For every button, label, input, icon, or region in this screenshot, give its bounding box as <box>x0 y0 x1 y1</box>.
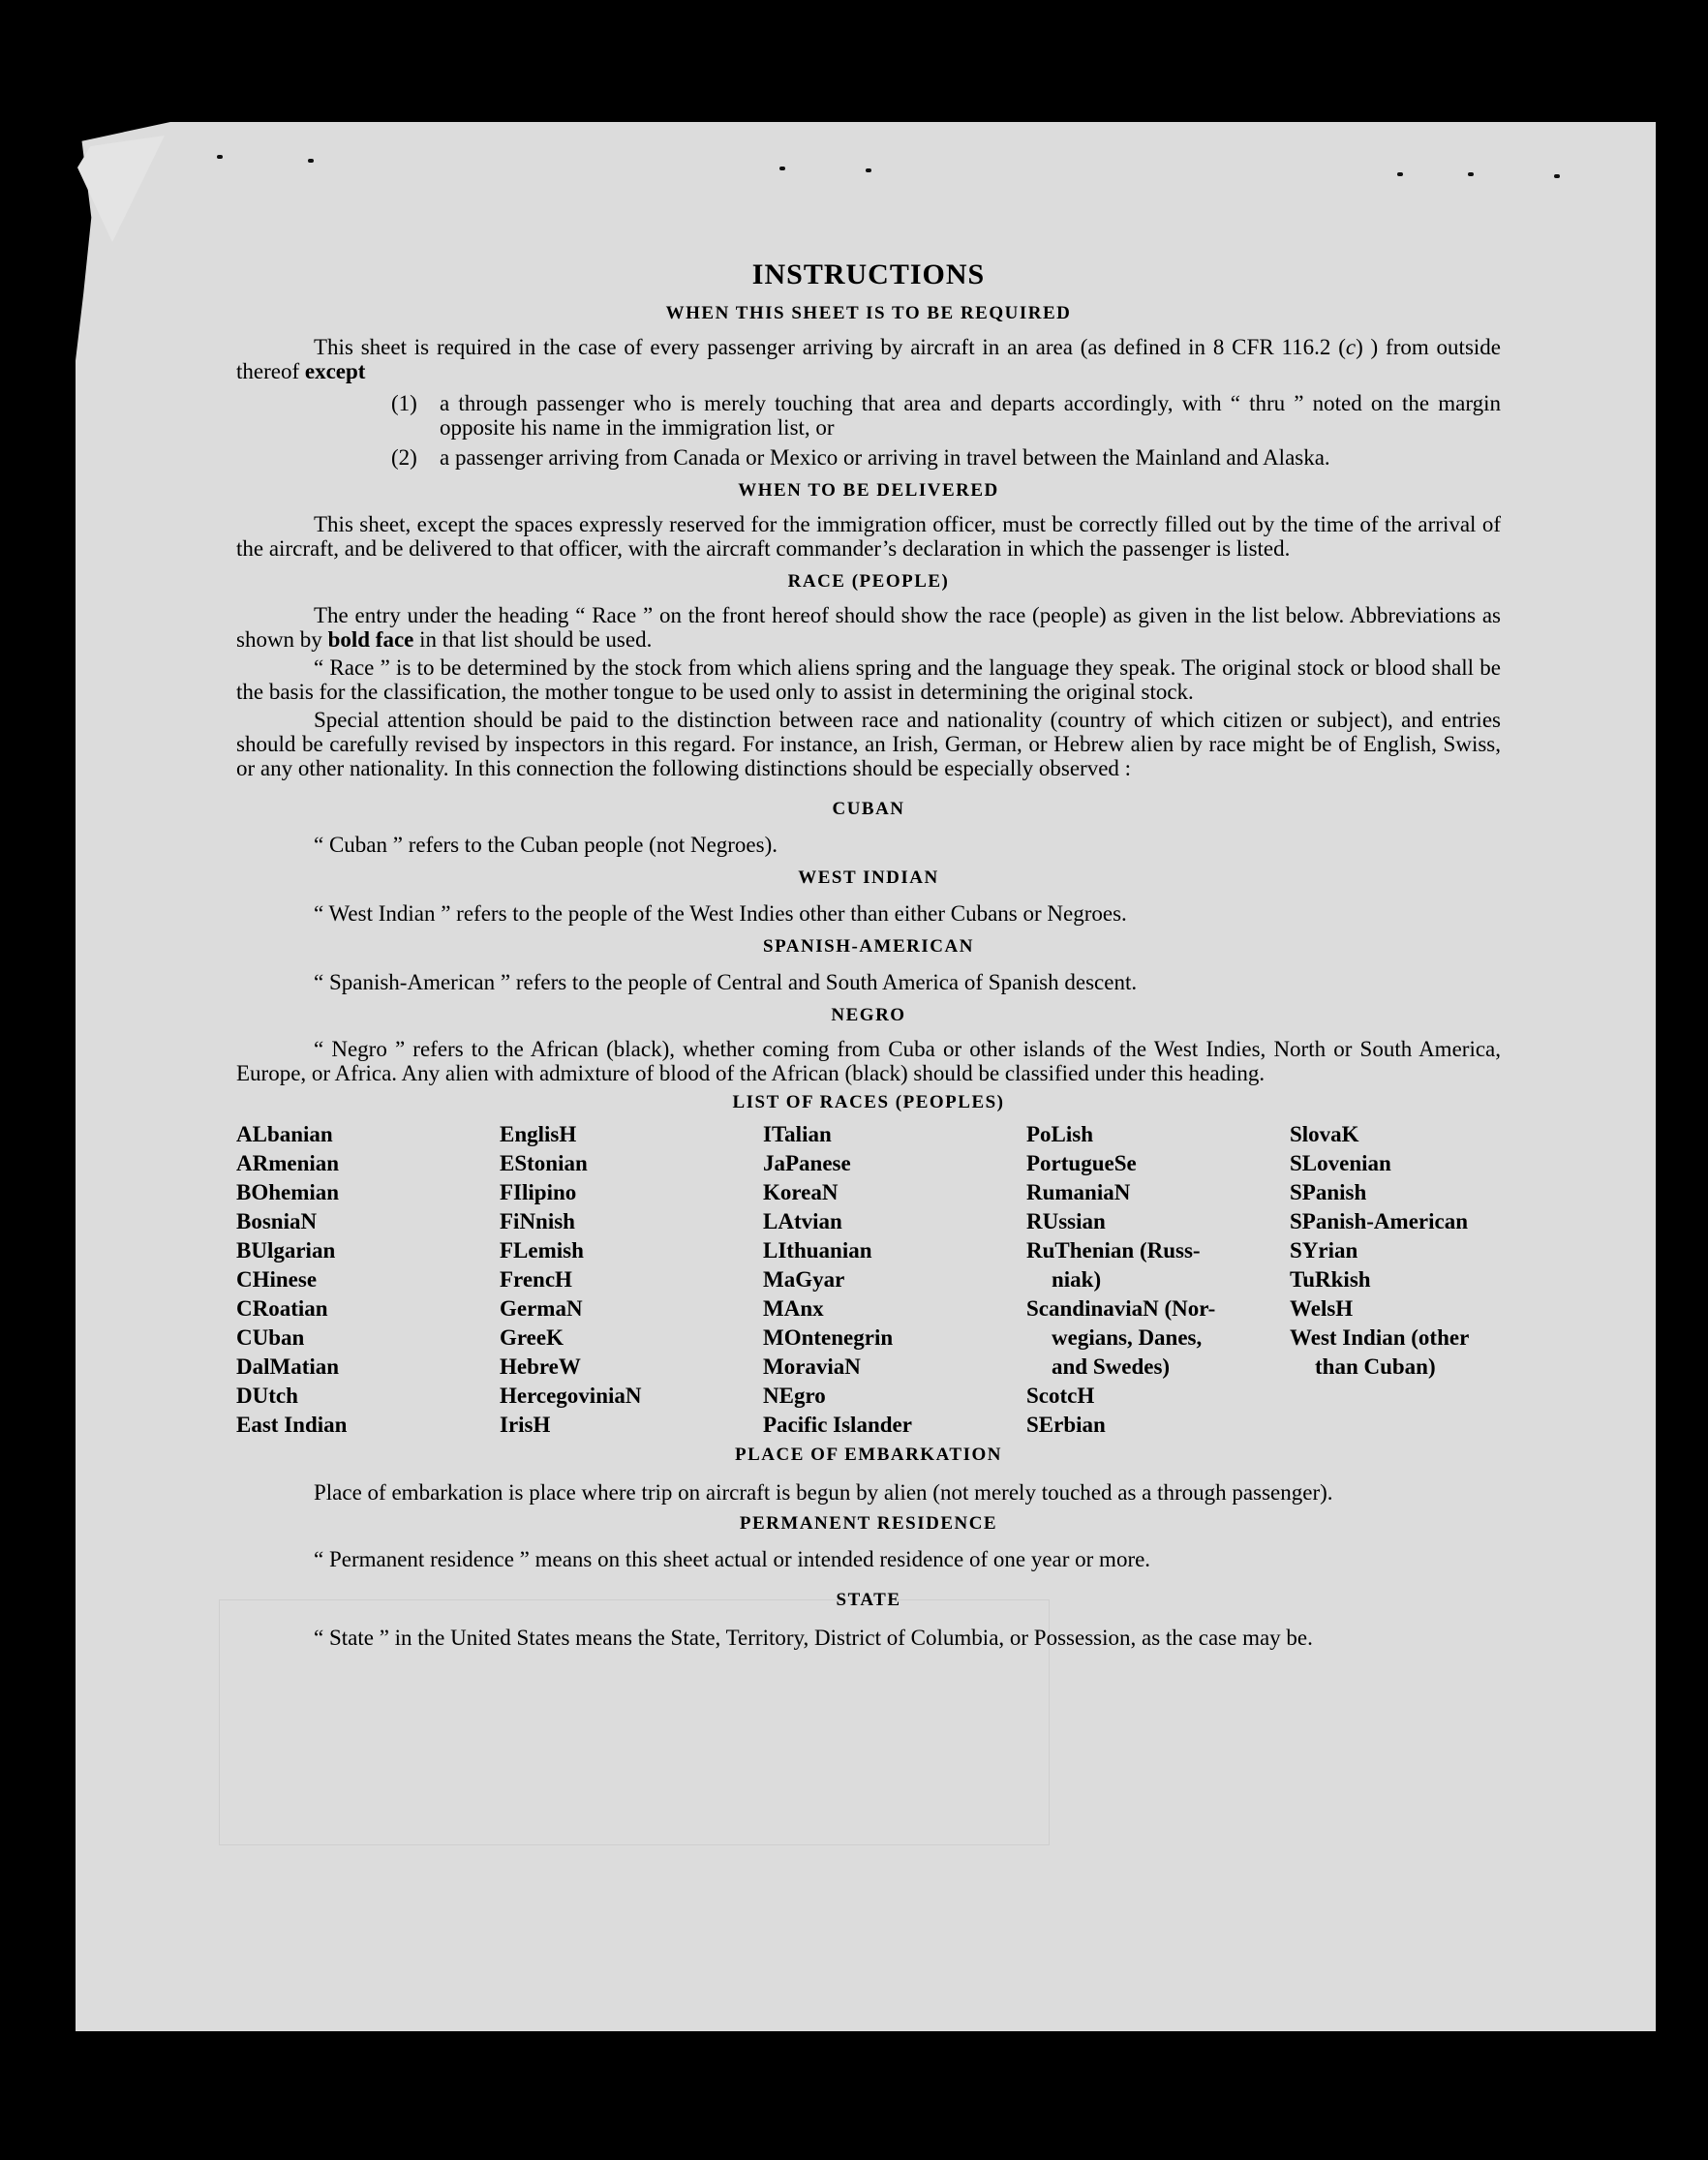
exception-list <box>391 391 1501 470</box>
race-entry: SPanish-American <box>1290 1209 1468 1233</box>
races-table <box>236 1120 1501 1440</box>
race-entry: FrencH <box>500 1267 572 1292</box>
residence-text: “ Permanent residence ” means on this sheet actual or intended residence of one year or more. <box>314 1547 1151 1571</box>
race-entry: MAnx <box>763 1296 824 1321</box>
list-item <box>391 445 1501 470</box>
race-entry: ScotcH <box>1026 1384 1095 1408</box>
race-entry: SlovaK <box>1290 1122 1359 1146</box>
race-paragraph-3: Special attention should be paid to the distinction between race and nationality (country of which citizen or subject), and entries should be carefully revised by inspectors in this regard. For instance, an Irish, German, or Hebrew alien by race might be of English, Swiss, or any other nationality. In this connection the following distinctions should be especially observed : <box>236 708 1501 780</box>
race-entry: FLemish <box>500 1238 584 1263</box>
item-text: a through passenger who is merely touching that area and departs accordingly, with “ thru ” noted on the margin opposite his name in the immigration list, or <box>440 391 1501 440</box>
list-item <box>391 391 1501 440</box>
race-entry: ITalian <box>763 1122 832 1146</box>
heading-list-of-races: LIST OF RACES (PEOPLES) <box>732 1092 1005 1112</box>
item-number: (2) <box>391 445 417 470</box>
heading-cuban: CUBAN <box>832 799 905 819</box>
heading-place-of-embarkation: PLACE OF EMBARKATION <box>735 1445 1002 1465</box>
races-column-4 <box>1026 1120 1290 1440</box>
speck <box>217 155 223 159</box>
heading-west-indian: WEST INDIAN <box>798 867 939 888</box>
required-intro: This sheet is required in the case of every passenger arriving by aircraft in an area (as defined in 8 CFR 116.2 (c) ) from outside thereof except <box>236 335 1501 383</box>
races-column-2 <box>500 1120 763 1440</box>
race-entry: NEgro <box>763 1384 826 1408</box>
race-entry: West Indian (other <box>1290 1325 1470 1350</box>
race-entry: FIlipino <box>500 1180 577 1204</box>
race-entry: PortugueSe <box>1026 1151 1137 1175</box>
heading-when-delivered: WHEN TO BE DELIVERED <box>738 480 999 501</box>
race-paragraph-1: The entry under the heading “ Race ” on the front hereof should show the race (people) as given in the list below. Abbreviations as shown by bold face in that list should be used. <box>236 603 1501 652</box>
race-entry: WelsH <box>1290 1296 1354 1321</box>
races-column-3 <box>763 1120 1026 1440</box>
race-entry: MaGyar <box>763 1267 845 1292</box>
race-entry: EnglisH <box>500 1122 577 1146</box>
speck <box>308 159 314 163</box>
heading-permanent-residence: PERMANENT RESIDENCE <box>739 1513 998 1534</box>
heading-race: RACE (PEOPLE) <box>787 571 950 592</box>
race-entry: CHinese <box>236 1267 318 1292</box>
race-entry: HebreW <box>500 1354 581 1379</box>
race-entry: ARmenian <box>236 1151 340 1175</box>
race-entry: East Indian <box>236 1413 348 1437</box>
item-text: a passenger arriving from Canada or Mexico or arriving in travel between the Mainland and Alaska. <box>440 445 1330 470</box>
cuban-text: “ Cuban ” refers to the Cuban people (not Negroes). <box>314 833 778 857</box>
race-entry: SLovenian <box>1290 1151 1391 1175</box>
speck <box>1397 172 1403 176</box>
race-entry: SPanish <box>1290 1180 1367 1204</box>
race-entry: RUssian <box>1026 1209 1106 1233</box>
speck <box>1468 172 1474 176</box>
page-title: INSTRUCTIONS <box>751 259 986 290</box>
race-entry: LIthuanian <box>763 1238 872 1263</box>
races-column-5 <box>1290 1120 1501 1440</box>
race-entry: DalMatian <box>236 1354 340 1379</box>
race-entry-continued: niak) <box>1052 1267 1102 1292</box>
speck <box>1554 174 1560 178</box>
heading-negro: NEGRO <box>831 1005 906 1025</box>
heading-spanish-american: SPANISH-AMERICAN <box>763 936 974 957</box>
speck <box>779 167 785 170</box>
race-entry: BosniaN <box>236 1209 318 1233</box>
race-entry: ALbanian <box>236 1122 333 1146</box>
heading-state: STATE <box>836 1590 901 1610</box>
race-entry: EStonian <box>500 1151 588 1175</box>
instructions-content <box>236 258 1501 1658</box>
race-paragraph-2: “ Race ” is to be determined by the stock from which aliens spring and the language they speak. The original stock or blood shall be the basis for the classification, the mother tongue to be used only to assist in determining the original stock. <box>236 655 1501 704</box>
race-entry: SYrian <box>1290 1238 1358 1263</box>
race-entry-continued: and Swedes) <box>1052 1354 1171 1379</box>
race-entry: JaPanese <box>763 1151 851 1175</box>
race-entry: SErbian <box>1026 1413 1106 1437</box>
spanish-american-text: “ Spanish-American ” refers to the people of Central and South America of Spanish descent. <box>314 970 1138 994</box>
race-entry: MOntenegrin <box>763 1325 894 1350</box>
race-entry: TuRkish <box>1290 1267 1371 1292</box>
race-entry: IrisH <box>500 1413 551 1437</box>
heading-when-required: WHEN THIS SHEET IS TO BE REQUIRED <box>665 303 1072 323</box>
race-entry: CRoatian <box>236 1296 328 1321</box>
race-entry: BUlgarian <box>236 1238 336 1263</box>
race-entry: BOhemian <box>236 1180 340 1204</box>
race-entry: PoLish <box>1026 1122 1094 1146</box>
race-entry: RumaniaN <box>1026 1180 1131 1204</box>
state-text: “ State ” in the United States means the State, Territory, District of Columbia, or Possession, as the case may be. <box>314 1626 1313 1650</box>
speck <box>866 168 871 172</box>
race-entry: RuThenian (Russ- <box>1026 1238 1201 1263</box>
race-entry-continued: than Cuban) <box>1315 1354 1436 1379</box>
races-column-1 <box>236 1120 500 1440</box>
race-entry: DUtch <box>236 1384 298 1408</box>
race-entry: GreeK <box>500 1325 564 1350</box>
race-entry: KoreaN <box>763 1180 839 1204</box>
race-entry: LAtvian <box>763 1209 842 1233</box>
item-number: (1) <box>391 391 417 415</box>
embarkation-text: Place of embarkation is place where trip on aircraft is begun by alien (not merely touched as a through passenger). <box>314 1480 1333 1505</box>
race-entry: CUban <box>236 1325 305 1350</box>
race-entry: HercegoviniaN <box>500 1384 642 1408</box>
race-entry: MoraviaN <box>763 1354 861 1379</box>
west-indian-text: “ West Indian ” refers to the people of the West Indies other than either Cubans or Negroes. <box>314 901 1127 926</box>
race-entry: FiNnish <box>500 1209 575 1233</box>
race-entry-continued: wegians, Danes, <box>1052 1325 1203 1350</box>
race-entry: Pacific Islander <box>763 1413 912 1437</box>
negro-text: “ Negro ” refers to the African (black), whether coming from Cuba or other islands of the West Indies, North or South America, Europe, or Africa. Any alien with admixture of blood of the African (black) should be classified under this heading. <box>236 1037 1501 1085</box>
race-entry: GermaN <box>500 1296 583 1321</box>
race-entry: ScandinaviaN (Nor- <box>1026 1296 1216 1321</box>
delivered-text: This sheet, except the spaces expressly reserved for the immigration officer, must be correctly filled out by the time of the arrival of the aircraft, and be delivered to that officer, with the aircraft commander’s declaration in which the passenger is listed. <box>236 512 1501 561</box>
